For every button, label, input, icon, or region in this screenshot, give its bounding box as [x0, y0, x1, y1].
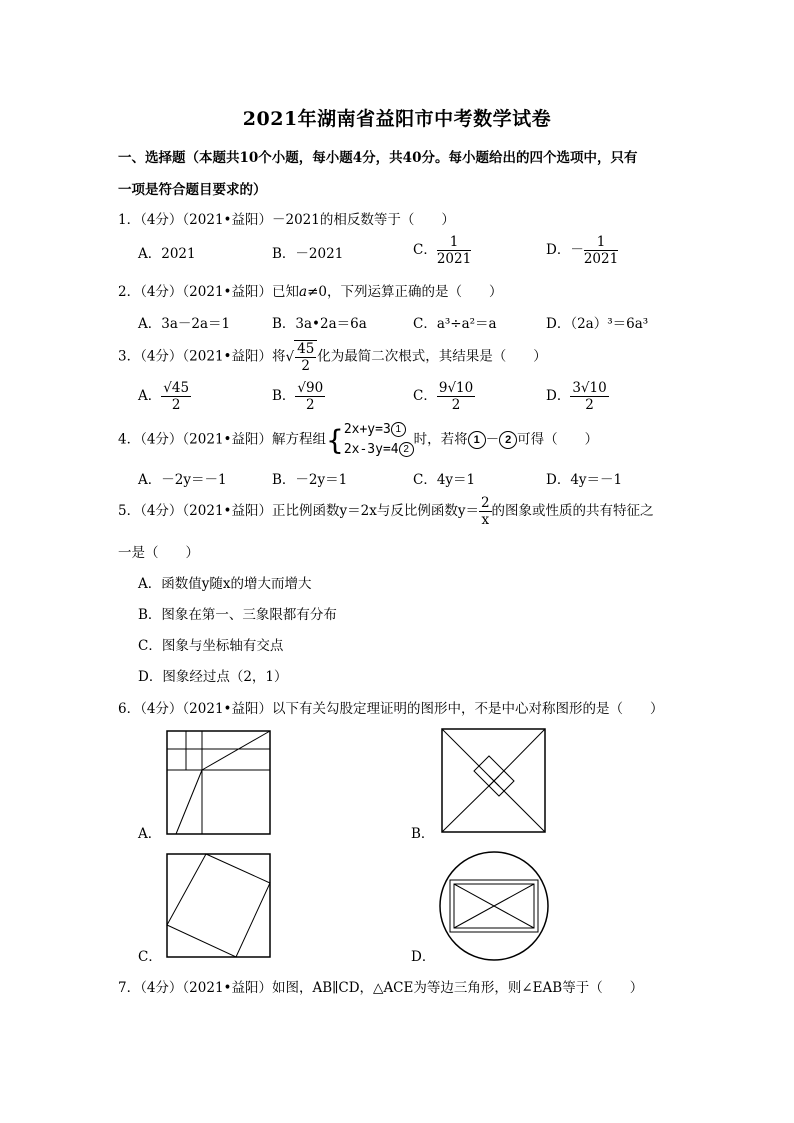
fraction-denominator: 2	[585, 397, 594, 413]
q3-stem-pre: 3．（4分）（2021•益阳）将	[118, 348, 286, 365]
tag-1: 1	[468, 431, 486, 449]
q5-stem	[118, 495, 654, 528]
q3-option-a: A． $\frac{√45}{2}$	[138, 380, 190, 413]
equation-2: 2x-3y=4	[343, 442, 399, 457]
equation-1: 2x+y=3	[343, 422, 391, 437]
q2-stem	[118, 280, 502, 300]
q6-figure-c	[166, 853, 272, 959]
fraction-denominator: 2	[306, 397, 315, 413]
q4-stem-post: 可得（ ）	[517, 431, 599, 448]
fraction-denominator: 2021	[436, 251, 472, 267]
q5-option-b: B．图象在第一、三象限都有分布	[138, 607, 337, 623]
q7-stem: 7．（4分）（2021•益阳）如图，AB∥CD，△ACE为等边三角形，则∠EAB等于（ ）	[118, 980, 644, 996]
q1-option-d-label: D．－	[546, 242, 584, 258]
q4-stem-mid: 时，若将	[413, 431, 468, 448]
q3-stem-post: 化为最简二次根式，其结果是（ ）	[317, 348, 547, 365]
q6-option-c: C．	[138, 949, 162, 965]
fraction-denominator: 2	[451, 397, 461, 413]
q3-stem	[118, 340, 547, 374]
q5-stem-post: 的图象或性质的共有特征之	[491, 503, 654, 519]
q6-option-b: B．	[411, 826, 435, 842]
q6-figure-b	[441, 728, 547, 834]
q4-option-c: C．4y＝1	[413, 472, 476, 488]
fraction-numerator: 1	[584, 234, 618, 251]
fraction-numerator: 1	[437, 234, 471, 251]
q4-option-b: B．－2y＝1	[272, 472, 348, 488]
q2-option-d: D．（2a）³＝6a³	[546, 316, 649, 332]
q5-option-d: D．图象经过点（2，1）	[138, 669, 288, 685]
q2-stem-post: ≠0，下列运算正确的是（ ）	[307, 284, 503, 300]
fraction-numerator: 45	[297, 341, 315, 357]
q4-stem-pre: 4．（4分）（2021•益阳）解方程组	[118, 431, 326, 448]
q6-option-d: D．	[411, 949, 436, 965]
q3-option-b: B． $\frac{√90}{2}$	[272, 380, 324, 413]
q6-option-a: A．	[138, 826, 162, 842]
q6-figure-d	[438, 850, 550, 962]
q2-option-c: C．a³÷a²＝a	[413, 316, 497, 332]
q2-option-a: A．3a－2a＝1	[138, 316, 231, 332]
q1-option-a: A．2021	[138, 246, 196, 262]
q1-option-c	[413, 234, 471, 267]
q1-option-c-fraction	[437, 234, 471, 267]
q1-option-d	[546, 234, 618, 267]
q3-option-d-label: D．	[546, 388, 571, 404]
equation-tag-1: 1	[391, 422, 406, 437]
page-title: 2021年湖南省益阳市中考数学试卷	[242, 108, 552, 130]
fraction-denominator: 2	[301, 358, 310, 374]
q6-stem: 6．（4分）（2021•益阳）以下有关勾股定理证明的图形中，不是中心对称图形的是（ ）	[118, 701, 664, 717]
fraction-numerator: 2	[480, 495, 490, 511]
q3-option-c: C． $\frac{9√10}{2}$	[413, 380, 474, 413]
brace: {	[326, 423, 344, 457]
q1-option-c-label: C．	[413, 242, 437, 258]
q2-stem-var: a	[299, 284, 308, 300]
q3-option-b-label: B．	[272, 388, 296, 404]
q4-option-a: A．－2y＝－1	[138, 472, 227, 488]
q5-stem-pre: 5．（4分）（2021•益阳）正比例函数y＝2x与反比例函数y＝	[118, 503, 479, 519]
radicand: 45	[171, 380, 190, 396]
radicand: 10	[456, 380, 474, 396]
q1-option-d-fraction	[584, 234, 618, 267]
q3-option-a-label: A．	[138, 388, 162, 404]
q3-radical: √ $\frac{45}{2}$	[286, 340, 318, 374]
q5-option-a: A．函数值y随x的增大而增大	[138, 576, 312, 592]
q1-stem: 1．（4分）（2021•益阳）－2021的相反数等于（ ）	[118, 212, 455, 228]
q4-stem	[118, 420, 598, 460]
fraction-denominator: 2021	[583, 251, 619, 267]
q3-option-c-label: C．	[413, 388, 437, 404]
fraction-denominator: 2	[171, 397, 181, 413]
coefficient: 9	[438, 380, 448, 396]
minus-sign: －	[485, 431, 500, 448]
q2-option-b: B．3a•2a＝6a	[272, 316, 367, 332]
section-heading-line2: 一项是符合题目要求的）	[118, 182, 267, 198]
radicand: 90	[306, 380, 324, 396]
tag-2: 2	[499, 431, 517, 449]
section-heading-line1: 一、选择题（本题共10个小题，每小题4分，共40分。每小题给出的四个选项中，只有	[118, 150, 638, 166]
q4-equation-system	[344, 420, 414, 460]
equation-tag-2: 2	[399, 442, 414, 457]
coefficient: 3	[572, 380, 581, 396]
q3-option-d: D． $\frac{3√10}{2}$	[546, 380, 607, 413]
q6-figure-a	[166, 730, 272, 836]
q4-option-d: D．4y＝－1	[546, 472, 623, 488]
q1-option-b: B．－2021	[272, 246, 344, 262]
fraction-denominator: x	[481, 512, 490, 528]
q5-option-c: C．图象与坐标轴有交点	[138, 638, 284, 654]
q2-stem-pre: 2．（4分）（2021•益阳）已知	[118, 284, 299, 300]
q5-stem-line2: 一是（ ）	[118, 545, 199, 561]
radicand: 10	[589, 380, 607, 396]
